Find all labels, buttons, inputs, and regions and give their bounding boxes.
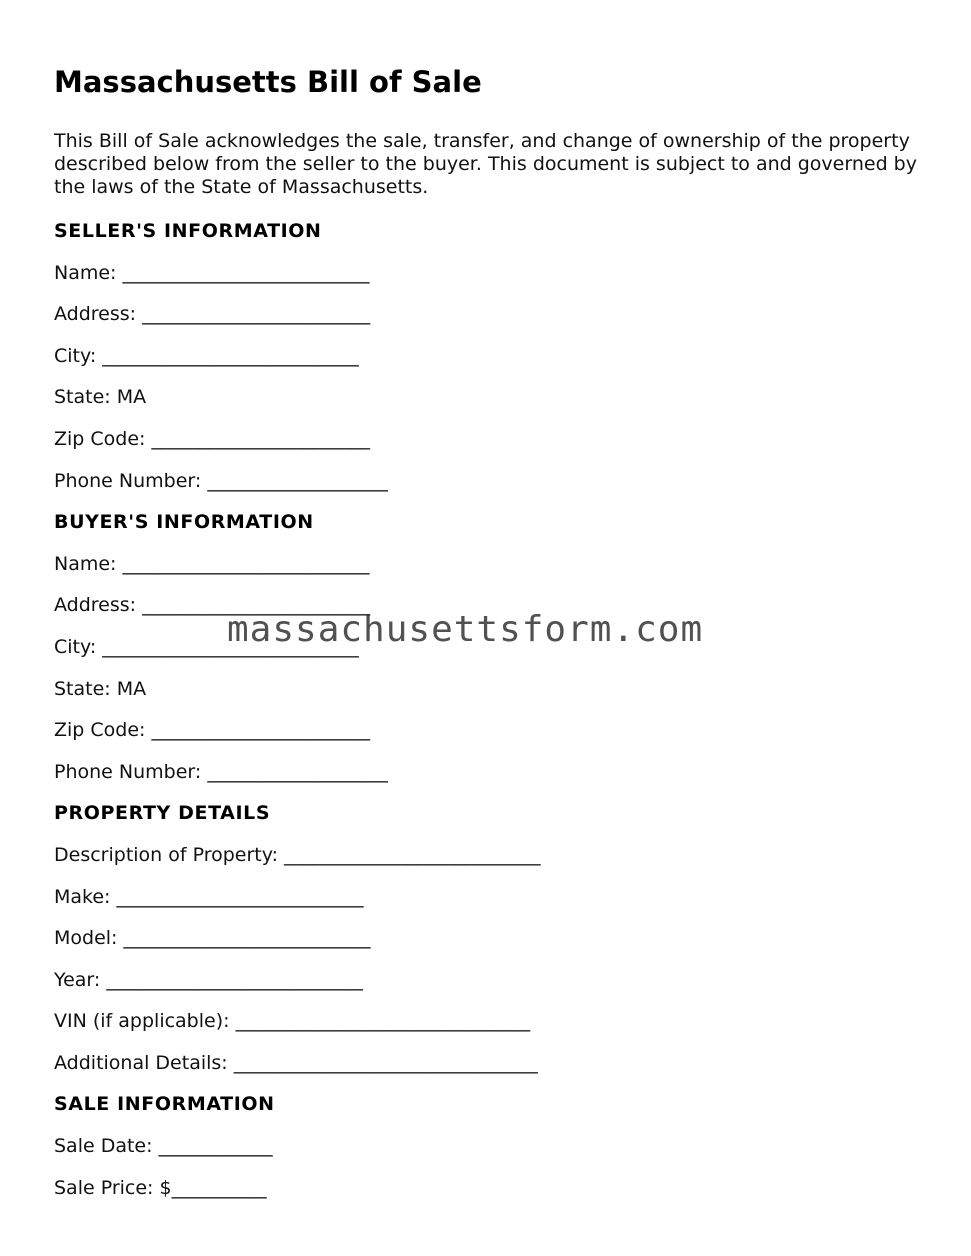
seller-address-field: Address: ________________________ (54, 303, 371, 326)
buyer-city-field: City: ___________________________ (54, 635, 359, 658)
watermark-text: massachusettsform.com (227, 609, 704, 650)
buyer-heading: BUYER'S INFORMATION (54, 511, 314, 534)
seller-zip-field: Zip Code: _______________________ (54, 427, 370, 450)
property-description-field: Description of Property: ___________________________ (54, 843, 541, 866)
seller-state-field: State: MA (54, 386, 147, 409)
sale-price-field: Sale Price: $__________ (54, 1176, 267, 1199)
buyer-state-field: State: MA (54, 677, 147, 700)
buyer-zip-field: Zip Code: _______________________ (54, 719, 370, 742)
sale-date-field: Sale Date: ____________ (54, 1135, 273, 1158)
property-make-field: Make: __________________________ (54, 885, 364, 908)
property-year-field: Year: ___________________________ (54, 968, 363, 991)
seller-city-field: City: ___________________________ (54, 344, 359, 367)
seller-phone-field: Phone Number: ___________________ (54, 469, 388, 492)
property-model-field: Model: __________________________ (54, 927, 371, 950)
buyer-section (54, 506, 924, 797)
seller-name-field: Name: __________________________ (54, 261, 370, 284)
property-section (54, 797, 924, 1088)
property-vin-field: VIN (if applicable): _______________________________ (54, 1010, 531, 1033)
intro-paragraph: This Bill of Sale acknowledges the sale, transfer, and change of ownership of the property described below from the seller to the buyer. This document is subject to and governed by the laws of the State of Massachusetts. (54, 130, 917, 198)
seller-heading: SELLER'S INFORMATION (54, 220, 322, 242)
property-heading: PROPERTY DETAILS (54, 802, 271, 825)
sale-heading: SALE INFORMATION (54, 1093, 275, 1116)
buyer-address-field: Address: ________________________ (54, 594, 371, 617)
sale-section (54, 1088, 924, 1213)
buyer-name-field: Name: __________________________ (54, 552, 370, 575)
seller-section (54, 215, 924, 506)
buyer-phone-field: Phone Number: ___________________ (54, 760, 388, 783)
property-additional-details-field: Additional Details: ________________________________ (54, 1051, 538, 1074)
document-title: Massachusetts Bill of Sale (54, 65, 482, 99)
